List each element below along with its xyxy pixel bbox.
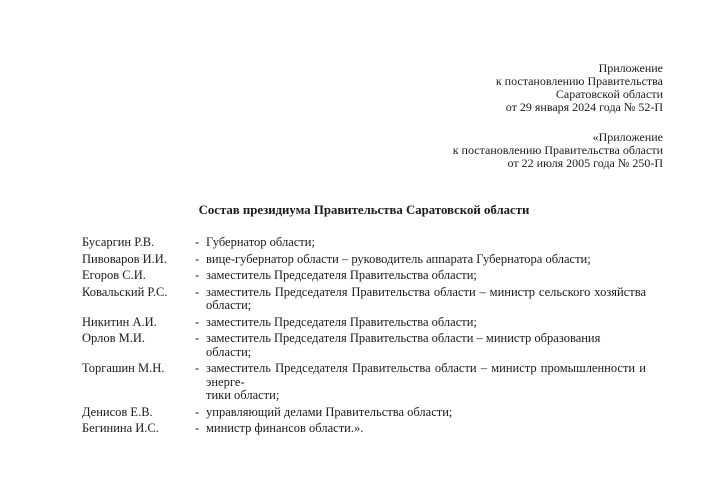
dash-separator: - xyxy=(195,331,200,345)
annex-reference-block xyxy=(453,62,663,170)
dash-separator: - xyxy=(195,314,200,329)
annex-line: к постановлению Правительства xyxy=(495,74,663,88)
roster-row xyxy=(82,406,646,420)
position-line: Губернатор области; xyxy=(206,235,315,249)
position-line: тики области; xyxy=(206,388,280,402)
person-name: Орлов М.И. xyxy=(82,331,146,345)
person-name: Ковальский Р.С. xyxy=(82,284,168,299)
annex-line: от 22 июля 2005 года № 250-П xyxy=(507,156,663,170)
annex-2005-reference xyxy=(453,131,663,170)
person-position xyxy=(206,269,646,283)
person-name: Пивоваров И.И. xyxy=(82,251,167,266)
person-name: Бегинина И.С. xyxy=(82,421,159,435)
dash-separator: - xyxy=(195,361,200,375)
person-name: Егоров С.И. xyxy=(82,268,146,282)
person-position xyxy=(206,253,646,267)
dash-separator: - xyxy=(195,235,200,249)
annex-line: к постановлению Правительства области xyxy=(452,143,663,157)
person-position xyxy=(206,236,646,250)
person-name: Бусаргин Р.В. xyxy=(82,235,155,249)
position-line: заместитель Председателя Правительства области – министр образования области; xyxy=(206,331,601,359)
roster-row xyxy=(82,362,646,403)
annex-2024-reference xyxy=(453,62,663,114)
page-title: Состав президиума Правительства Саратовской области xyxy=(198,203,530,217)
annex-line: от 29 января 2024 года № 52-П xyxy=(505,100,663,114)
annex-line: Саратовской области xyxy=(555,87,663,101)
person-name: Никитин А.И. xyxy=(82,314,157,329)
person-position xyxy=(206,422,646,436)
dash-separator: - xyxy=(195,268,200,282)
roster-list xyxy=(82,236,646,439)
roster-row xyxy=(82,286,646,313)
position-line: заместитель Председателя Правительства области; xyxy=(206,314,477,329)
position-line: министр финансов области.». xyxy=(206,421,364,435)
person-position xyxy=(206,316,646,330)
person-name: Денисов Е.В. xyxy=(82,404,153,419)
person-position xyxy=(206,362,646,403)
roster-row xyxy=(82,422,646,436)
roster-row xyxy=(82,236,646,250)
position-line: заместитель Председателя Правительства области – министр промышленности и энерге- xyxy=(206,361,646,389)
dash-separator: - xyxy=(195,404,200,419)
person-name: Торгашин М.Н. xyxy=(82,361,165,375)
person-position xyxy=(206,332,646,359)
roster-row xyxy=(82,253,646,267)
person-position xyxy=(206,286,646,313)
position-line: заместитель Председателя Правительства области – министр сельского хозяйства xyxy=(206,284,646,299)
roster-row xyxy=(82,316,646,330)
position-line: области; xyxy=(206,298,252,312)
annex-line: «Приложение xyxy=(592,130,663,144)
dash-separator: - xyxy=(195,251,200,266)
dash-separator: - xyxy=(195,421,200,435)
position-line: вице-губернатор области – руководитель аппарата Губернатора области; xyxy=(206,251,591,266)
position-line: управляющий делами Правительства области; xyxy=(206,404,453,419)
person-position xyxy=(206,406,646,420)
roster-row xyxy=(82,269,646,283)
roster-row xyxy=(82,332,646,359)
dash-separator: - xyxy=(195,284,200,299)
position-line: заместитель Председателя Правительства области; xyxy=(206,268,477,282)
annex-line: Приложение xyxy=(598,61,663,75)
